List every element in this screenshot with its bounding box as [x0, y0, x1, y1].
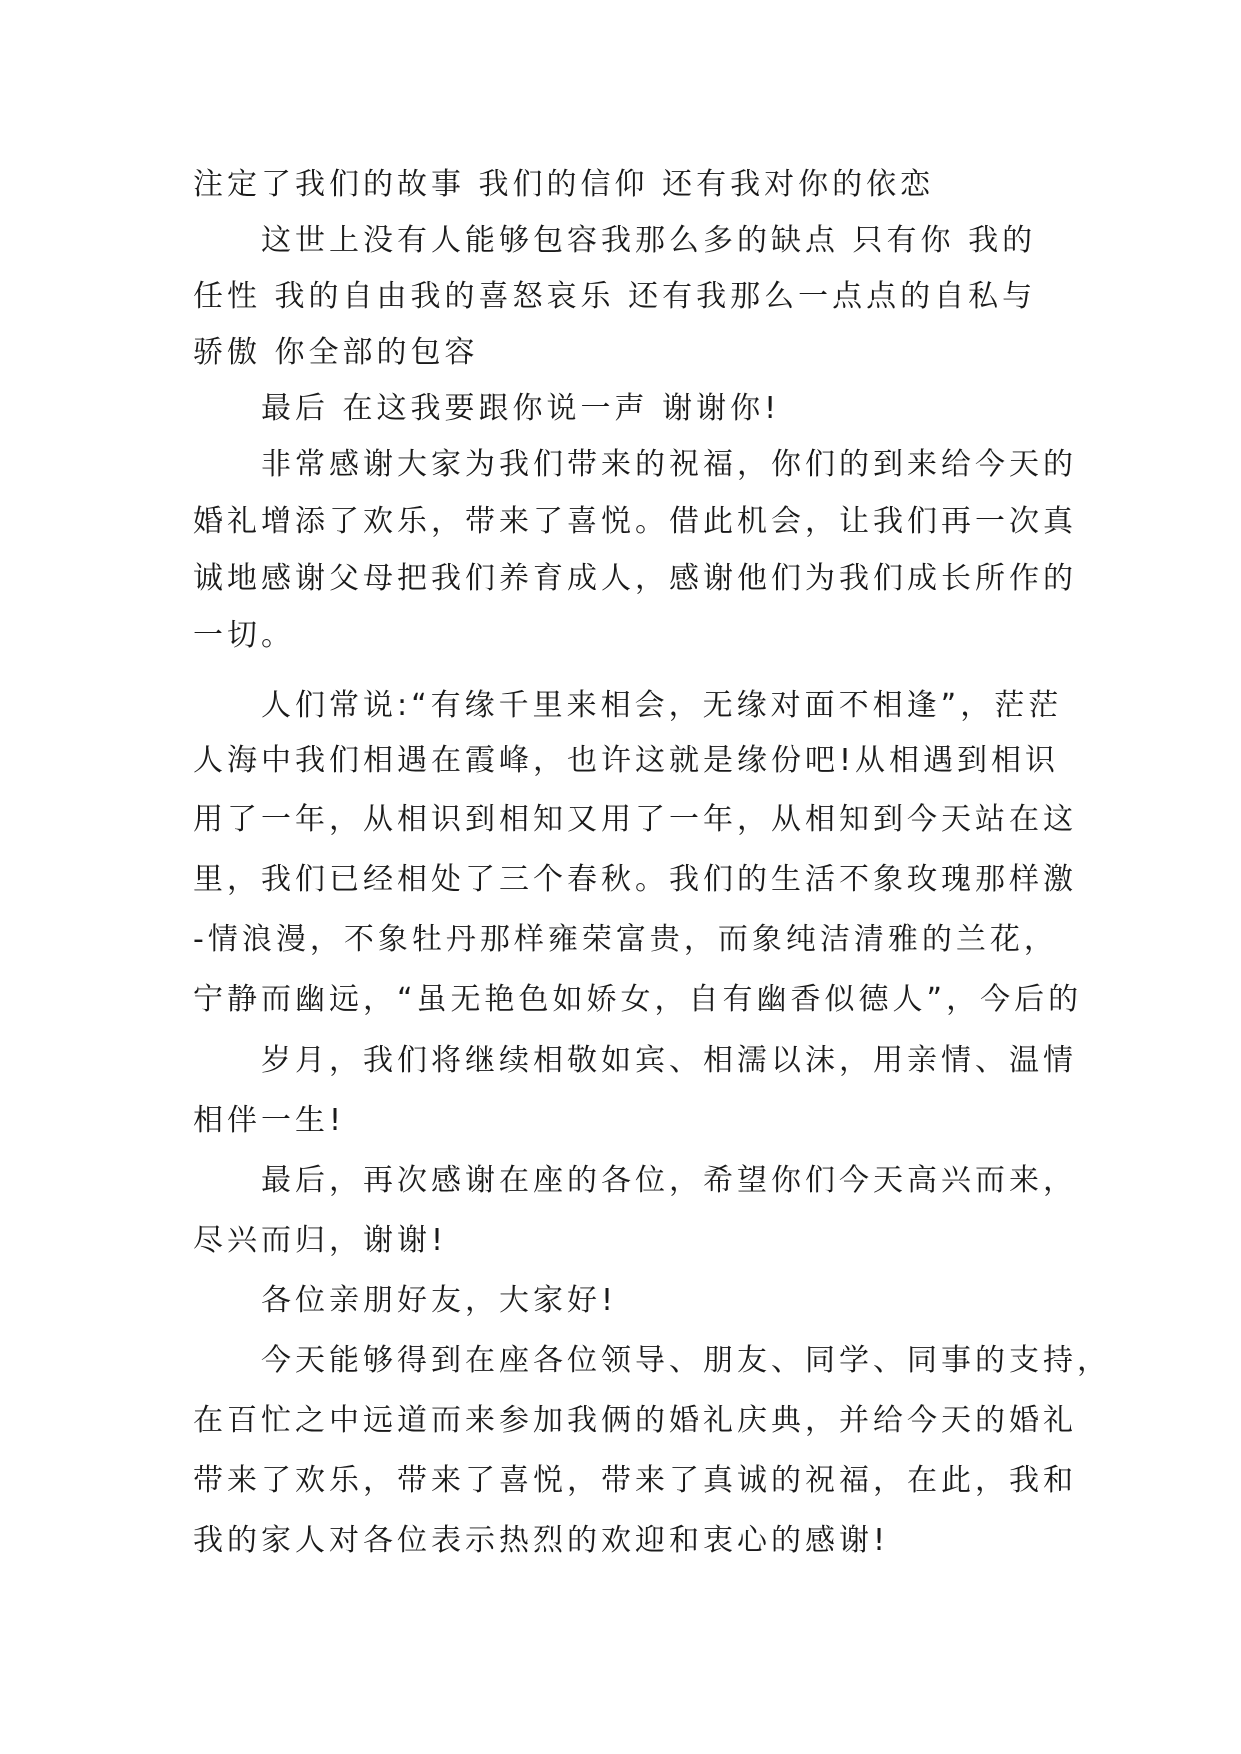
text-line: 人海中我们相遇在霞峰，也许这就是缘份吧!从相遇到相识	[193, 743, 1060, 778]
text-line: 注定了我们的故事 我们的信仰 还有我对你的依恋	[193, 167, 935, 202]
text-line: 婚礼增添了欢乐，带来了喜悦。借此机会，让我们再一次真	[193, 504, 1077, 539]
text-line: 最后 在这我要跟你说一声 谢谢你!	[261, 391, 781, 426]
text-line: 任性 我的自由我的喜怒哀乐 还有我那么一点点的自私与	[193, 279, 1037, 314]
text-line: 这世上没有人能够包容我那么多的缺点 只有你 我的	[261, 223, 1037, 258]
text-line: 带来了欢乐，带来了喜悦，带来了真诚的祝福，在此，我和	[193, 1463, 1077, 1498]
text-line: 尽兴而归，谢谢!	[193, 1223, 448, 1258]
text-line: 各位亲朋好友，大家好!	[261, 1283, 618, 1318]
text-line: -情浪漫，不象牡丹那样雍荣富贵，而象纯洁清雅的兰花，	[193, 922, 1058, 957]
text-line: 宁静而幽远，“虽无艳色如娇女，自有幽香似德人”，今后的	[193, 982, 1083, 1017]
text-line: 最后，再次感谢在座的各位，希望你们今天高兴而来，	[261, 1163, 1077, 1198]
text-line: 用了一年，从相识到相知又用了一年，从相知到今天站在这	[193, 802, 1077, 837]
text-line: 我的家人对各位表示热烈的欢迎和衷心的感谢!	[193, 1523, 890, 1558]
text-line: 诚地感谢父母把我们养育成人，感谢他们为我们成长所作的	[193, 561, 1077, 596]
text-line: 非常感谢大家为我们带来的祝福，你们的到来给今天的	[261, 447, 1077, 482]
text-line: 人们常说:“有缘千里来相会，无缘对面不相逢”，茫茫	[261, 688, 1063, 723]
text-line: 骄傲 你全部的包容	[193, 335, 479, 370]
text-line: 里，我们已经相处了三个春秋。我们的生活不象玫瑰那样激	[193, 862, 1077, 897]
text-line: 岁月，我们将继续相敬如宾、相濡以沫，用亲情、温情	[261, 1043, 1077, 1078]
text-line: 一切。	[193, 618, 295, 653]
text-line: 在百忙之中远道而来参加我俩的婚礼庆典，并给今天的婚礼	[193, 1403, 1077, 1438]
text-line: 相伴一生!	[193, 1103, 346, 1138]
text-line: 今天能够得到在座各位领导、朋友、同学、同事的支持，	[261, 1343, 1111, 1378]
